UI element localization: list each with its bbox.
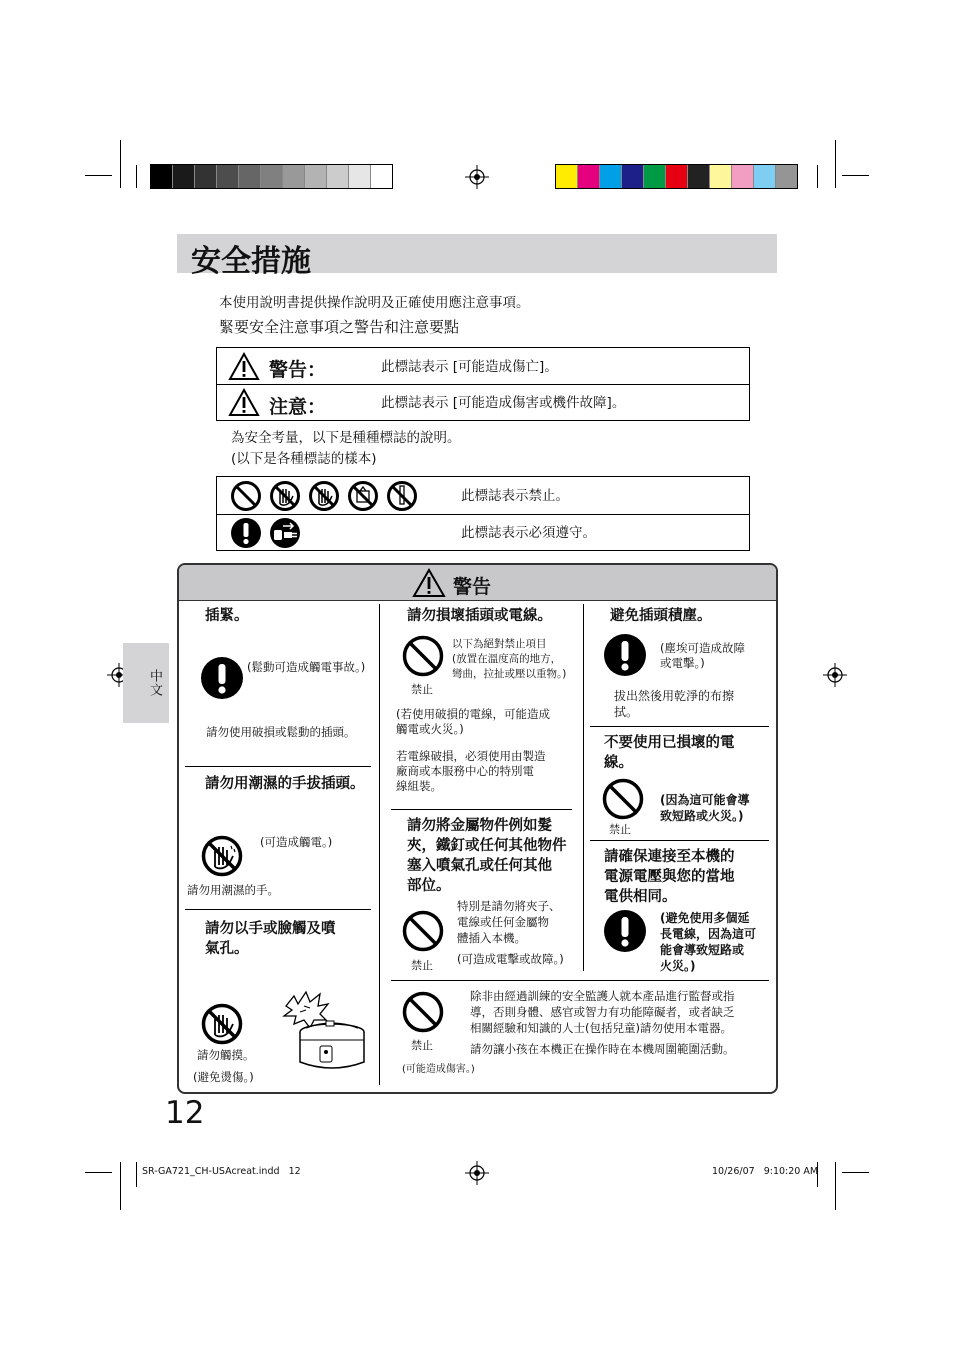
bottom-text-line-2: 導，否則身體、感官或智力有功能障礙者，或者缺乏 [470, 1005, 735, 1019]
color-swatch [709, 165, 731, 188]
col3-s2-title-line-1: 不要使用已損壞的電 [604, 735, 735, 751]
col2-s2-text-2: 電線或任何金屬物 [457, 915, 549, 929]
prohibited-icon [602, 778, 644, 820]
prohibited-caption: 禁止 [609, 823, 631, 836]
prohibited-caption: 禁止 [411, 1039, 433, 1052]
prohibited-icon [402, 991, 444, 1033]
color-swatch [238, 165, 260, 188]
col3-s1-note-1: (塵埃可造成故障 [660, 641, 745, 655]
col2-s1-note-2: 觸電或火災。) [396, 722, 464, 736]
no-wet-hands-icon [269, 480, 301, 512]
mandatory-icon [603, 909, 647, 953]
col3-s2-title-line-2: 線。 [604, 755, 633, 771]
color-swatch [326, 165, 348, 188]
mandatory-icon [603, 633, 647, 677]
col1-s2-title: 請勿用潮濕的手拔插頭。 [205, 776, 365, 792]
color-swatch [621, 165, 643, 188]
col2-s1-text-2: 廠商或本服務中心的特別電 [396, 764, 534, 778]
col2-s1-list-2: (放置在溫度高的地方， [452, 653, 562, 665]
caution-label: 注意： [269, 396, 327, 418]
color-swatch [172, 165, 194, 188]
col3-s1-text-1: 拔出然後用乾淨的布擦 [614, 689, 735, 703]
col2-s2-text-3: 體插入本機。 [457, 931, 526, 945]
color-swatch [151, 165, 172, 188]
intro-line-1: 本使用說明書提供操作說明及正確使用應注意事項。 [219, 295, 530, 311]
col3-s2-note-1: (因為這可能會導 [660, 793, 750, 807]
color-swatch [753, 165, 775, 188]
color-swatch [687, 165, 709, 188]
col2-s2-text-1: 特別是請勿將夾子、 [457, 899, 561, 913]
registration-mark-icon [823, 663, 847, 687]
intro-line-2: 緊要安全注意事項之警告和注意要點 [219, 318, 460, 336]
col1-s1-text: 請勿使用破損或鬆動的插頭。 [206, 725, 356, 739]
registration-mark-icon [465, 165, 489, 189]
col2-s2-note: (可造成電擊或故障。) [457, 952, 564, 966]
no-disassembly-icon [347, 480, 379, 512]
col2-s1-list-3: 彎曲，拉扯或壓以重物。) [452, 668, 567, 680]
symbols-intro-line-2: (以下是各種標誌的樣本) [231, 451, 377, 467]
col3-s3-title-line-2: 電源電壓與您的當地 [604, 869, 735, 885]
bottom-text-line-3: 相關經驗和知識的人士(包括兒童)請勿使用本電器。 [470, 1021, 732, 1035]
col2-s1-note-1: (若使用破損的電線，可能造成 [396, 707, 550, 721]
language-side-tab [123, 643, 169, 723]
col3-s1-title: 避免插頭積塵。 [610, 608, 712, 624]
column-divider [379, 604, 380, 1085]
col3-s2-note-2: 致短路或火災。) [660, 809, 744, 823]
no-touch-icon [308, 480, 340, 512]
page-number: 12 [165, 1095, 205, 1131]
prohibited-icon [402, 635, 444, 677]
prohibited-caption: 禁止 [411, 683, 433, 696]
caution-triangle-icon [228, 388, 260, 417]
warning-triangle-icon [228, 352, 260, 381]
prohibited-caption: 禁止 [411, 959, 433, 972]
col1-s3-title-line-2: 氣孔。 [205, 941, 249, 957]
col3-s1-note-2: 或電擊。) [660, 656, 705, 670]
color-swatch [599, 165, 621, 188]
col2-s1-text-3: 線組裝。 [396, 779, 442, 793]
color-swatch [282, 165, 304, 188]
col2-s1-list-1: 以下為絕對禁止項目 [452, 638, 547, 650]
footer-timestamp: 10/26/07 9:10:20 AM [712, 1166, 819, 1177]
col3-s3-note-2: 長電線，因為這可 [660, 927, 757, 941]
unplug-icon [269, 517, 301, 549]
col1-s2-text: 請勿用潮濕的手。 [187, 883, 279, 897]
caution-description: 此標誌表示 [可能造成傷害或機件故障]。 [381, 395, 626, 411]
col1-s3-note: (避免燙傷。) [193, 1070, 254, 1084]
symbols-intro-line-1: 為安全考量，以下是種種標誌的說明。 [231, 430, 461, 446]
bottom-text-line-1: 除非由經過訓練的安全監護人就本產品進行監督或指 [470, 989, 735, 1003]
col1-s3-title-line-1: 請勿以手或臉觸及噴 [205, 921, 336, 937]
symbols-table [216, 476, 750, 551]
rice-cooker-steam-icon [276, 990, 368, 1076]
color-swatch [348, 165, 370, 188]
page-title-bar [177, 234, 777, 279]
column-divider [583, 604, 584, 971]
color-swatch [775, 165, 797, 188]
no-touch-icon [201, 1003, 243, 1045]
legend-table [216, 347, 750, 421]
warning-triangle-icon [412, 568, 446, 598]
color-swatch [304, 165, 326, 188]
color-swatch [194, 165, 216, 188]
col2-s1-text-1: 若電線破損，必須使用由製造 [396, 749, 546, 763]
color-swatch [577, 165, 599, 188]
col3-s1-text-2: 拭。 [614, 705, 639, 719]
col2-s2-title-line-2: 夾，鐵釘或任何其他物件 [407, 838, 567, 854]
footer-file-name: SR-GA721_CH-USAcreat.indd 12 [142, 1166, 301, 1177]
color-swatch [556, 165, 577, 188]
col3-s3-title-line-3: 電供相同。 [604, 889, 677, 905]
bottom-text-line-4: 請勿讓小孩在本機正在操作時在本機周圍範圍活動。 [470, 1042, 735, 1056]
warning-panel-header [179, 565, 776, 601]
language-tab-label: 中文 [147, 669, 162, 697]
color-swatch [731, 165, 753, 188]
color-swatch [370, 165, 392, 188]
prohibited-description: 此標誌表示禁止。 [461, 488, 569, 504]
no-touching-part-icon [386, 480, 418, 512]
mandatory-icon [230, 517, 262, 549]
warning-label: 警告： [269, 359, 327, 381]
col1-s1-note: (鬆動可造成觸電事故。) [247, 660, 366, 674]
col1-s1-title: 插緊。 [205, 608, 249, 624]
page-title: 安全措施 [191, 244, 311, 279]
col2-s1-title: 請勿損壞插頭或電線。 [407, 608, 552, 624]
prohibited-icon [402, 910, 444, 952]
warning-panel-title: 警告 [453, 576, 492, 598]
grayscale-color-bar [150, 164, 393, 189]
bottom-note: (可能造成傷害。) [402, 1064, 475, 1075]
col2-s2-title-line-4: 部位。 [407, 878, 451, 894]
color-swatch [216, 165, 238, 188]
color-swatch [260, 165, 282, 188]
color-swatch [643, 165, 665, 188]
process-color-bar [555, 164, 798, 189]
registration-mark-icon [465, 1161, 489, 1185]
prohibited-icon [230, 480, 262, 512]
color-swatch [665, 165, 687, 188]
col1-s2-note: (可造成觸電。) [260, 835, 333, 849]
col3-s3-note-1: (避免使用多個延 [660, 911, 750, 925]
col1-s3-text: 請勿觸摸。 [197, 1048, 255, 1062]
col3-s3-note-4: 火災。) [660, 959, 696, 973]
no-wet-hands-icon [201, 835, 243, 877]
col3-s3-title-line-1: 請確保連接至本機的 [604, 849, 735, 865]
mandatory-icon [200, 656, 244, 700]
col2-s2-title-line-1: 請勿將金屬物件例如髮 [407, 818, 552, 834]
col3-s3-note-3: 能會導致短路或 [660, 943, 745, 957]
warning-description: 此標誌表示 [可能造成傷亡]。 [381, 359, 558, 375]
col2-s2-title-line-3: 塞入噴氣孔或任何其他 [407, 858, 552, 874]
mandatory-description: 此標誌表示必須遵守。 [461, 525, 596, 541]
